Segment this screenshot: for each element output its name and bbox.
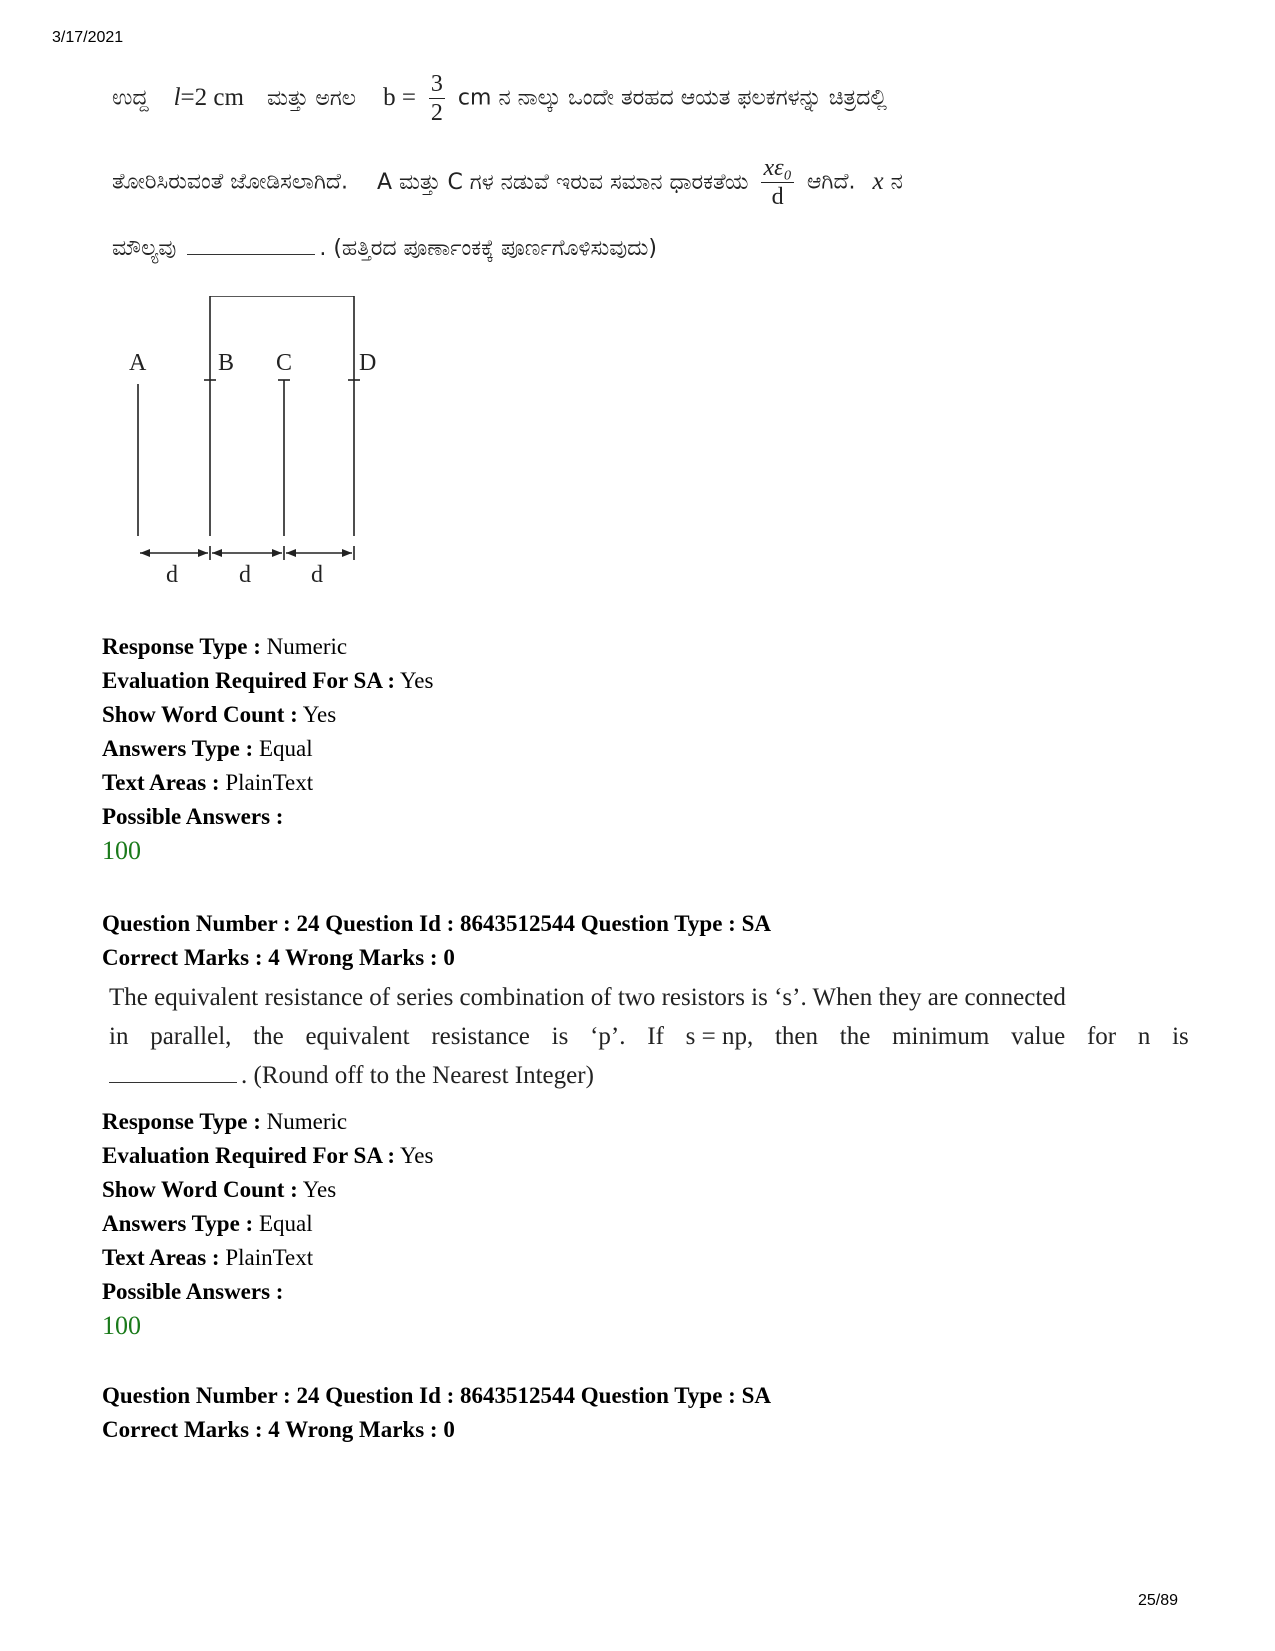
q23-frac-den: 2 [430,100,443,126]
possible-answers-row: Possible Answers : [102,804,284,829]
answers-type-row: Answers Type : Equal [102,736,313,761]
gap-label-1: d [166,562,178,588]
q24-question-text [109,978,1189,1095]
plate-label-b: B [218,350,235,376]
q23-l-symbol: l [173,83,181,111]
print-date: 3/17/2021 [52,29,124,46]
question-meta-1 [102,630,433,868]
page-number: 25/89 [1137,1592,1178,1609]
q23-l2-c: ಆಗಿದೆ. [806,169,856,195]
text-areas-row: Text Areas : PlainText [102,1245,314,1270]
evaluation-row: Evaluation Required For SA : Yes [102,668,434,693]
q23-l3-b: . (ಹತ್ತಿರದ ಪೂರ್ಣಾಂಕಕ್ಕೆ ಪೂರ್ಣಗೊಳಿಸುವುದು) [319,236,657,261]
q23-frac-num: 3 [430,71,443,97]
response-type-row: Response Type : Numeric [102,1109,348,1134]
gap-label-3: d [311,562,323,588]
q24-text-line-3: . (Round off to the Nearest Integer) [109,1056,1189,1095]
question-meta-2 [102,1105,433,1343]
q23-cap-den: d [771,184,784,210]
question-id-line: Question Number : 24 Question Id : 8643512544 Question Type : SA [102,911,771,936]
marks-line: Correct Marks : 4 Wrong Marks : 0 [102,1417,455,1442]
text-areas-row: Text Areas : PlainText [102,770,314,795]
possible-answer-value: 100 [102,1311,141,1340]
q23-l2-d: ನ [890,169,903,195]
q24-text-line-2: in parallel, the equivalent resistance is ‘p’. If s = np, then the minimum value for n is [109,1023,1189,1050]
q23-b-symbol: b = [383,83,416,111]
response-type-row: Response Type : Numeric [102,634,348,659]
q23-l2-b: A ಮತ್ತು C ಗಳ ನಡುವೆ ಇರುವ ಸಮಾನ ಧಾರಕತೆಯ [376,169,749,195]
plate-label-d: D [359,350,377,376]
q23-l-value: =2 cm [180,83,244,111]
q23-line-3 [112,236,1192,261]
q23-l1-c: cm ನ ನಾಲ್ಕು ಒಂದೇ ತರಹದ ಆಯತ ಫಲಕಗಳನ್ನು ಚಿತ್ರದಲ್ಲಿ [457,85,887,111]
q23-l1-b: ಮತ್ತು ಅಗಲ [266,85,357,111]
answer-blank [187,236,315,255]
question-header-next [102,1379,771,1447]
marks-line: Correct Marks : 4 Wrong Marks : 0 [102,945,455,970]
q23-fraction-capacitance [761,156,793,209]
q23-line-1 [112,72,1192,125]
possible-answers-row: Possible Answers : [102,1279,284,1304]
word-count-row: Show Word Count : Yes [102,1177,337,1202]
question-id-line: Question Number : 24 Question Id : 8643512544 Question Type : SA [102,1383,771,1408]
evaluation-row: Evaluation Required For SA : Yes [102,1143,434,1168]
q23-x-symbol: x [872,167,884,195]
answer-blank [109,1064,237,1083]
q24-text-line-1: The equivalent resistance of series combination of two resistors is ‘s’. When they are connected [109,984,1066,1011]
possible-answer-value: 100 [102,836,141,865]
parallel-plates-diagram [118,296,388,592]
q23-l3-a: ಮೌಲ್ಯವು [112,236,177,261]
word-count-row: Show Word Count : Yes [102,702,337,727]
q23-l1-a: ಉದ್ದ [112,85,149,111]
plate-label-c: C [276,350,293,376]
answers-type-row: Answers Type : Equal [102,1211,313,1236]
q23-l2-a: ತೋರಿಸಿರುವಂತೆ ಜೋಡಿಸಲಾಗಿದೆ. [112,169,348,195]
q23-cap-num: xε₀ [763,155,792,181]
question-header-q24 [102,907,771,975]
gap-label-2: d [239,562,251,588]
plate-label-a: A [129,350,147,376]
q23-fraction-3-2 [429,72,445,125]
q23-line-2 [112,156,1192,209]
